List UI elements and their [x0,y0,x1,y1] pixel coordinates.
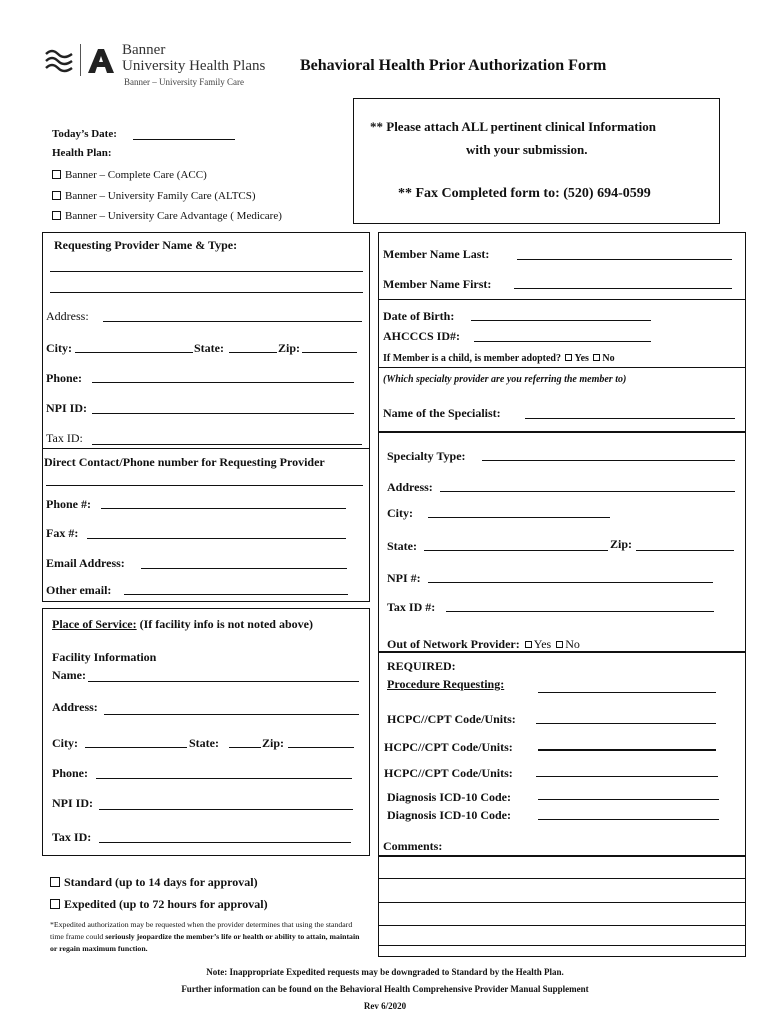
plan-label: Banner – Complete Care (ACC) [65,169,207,181]
procedure-requesting-label: Procedure Requesting: [387,677,505,691]
provider-fax-label: Fax #: [46,526,79,540]
provider-state-label: State: [194,341,224,355]
footer-note: Note: Inappropriate Expedited requests may be downgraded to Standard by the Health Plan. [206,967,564,977]
no-label: No [602,353,615,364]
out-network-row [387,637,580,652]
member-dob-field[interactable] [471,320,651,321]
icd-label-1: Diagnosis ICD-10 Code: [387,790,512,804]
university-a-icon [86,48,116,74]
place-title: Place of Service: [52,617,137,631]
facility-tax-field[interactable] [99,842,351,843]
divider [378,367,746,368]
standard-label: Standard (up to 14 days for approval) [64,875,258,889]
provider-other-email-label: Other email: [46,583,112,597]
footer-info: Further information can be found on the Behavioral Health Comprehensive Provider Manual Supplement [181,984,589,994]
notice-line2: with your submission. [466,142,588,157]
direct-contact-label: Direct Contact/Phone number for Requesting Provider [44,455,325,469]
expedited-note [50,919,368,955]
place-of-service-title [52,617,313,632]
yes-label: Yes [574,353,589,364]
plan-option-medicare[interactable] [52,210,282,222]
provider-fax-field[interactable] [87,538,346,539]
specialty-tax-label: Tax ID #: [387,600,436,614]
checkbox-icon[interactable] [52,211,61,220]
specialty-city-label: City: [387,506,413,520]
specialist-name-field[interactable] [525,418,735,419]
provider-email-label: Email Address: [46,556,125,570]
member-last-field[interactable] [517,259,732,260]
specialist-name-label: Name of the Specialist: [383,406,501,420]
facility-npi-label: NPI ID: [52,796,93,810]
icd-field-1[interactable] [538,799,719,800]
provider-zip-field[interactable] [302,352,357,353]
checkbox-icon[interactable] [50,877,60,887]
provider-state-field[interactable] [229,352,277,353]
provider-title: Requesting Provider Name & Type: [54,238,238,252]
page-title: Behavioral Health Prior Authorization Form [300,57,607,74]
specialty-state-field[interactable] [424,550,608,551]
member-first-label: Member Name First: [383,277,492,291]
member-dob-label: Date of Birth: [383,309,455,323]
specialty-address-field[interactable] [440,491,735,492]
member-last-label: Member Name Last: [383,247,490,261]
facility-info-label: Facility Information [52,650,157,664]
notice-fax: ** Fax Completed form to: (520) 694-0599 [398,186,651,201]
facility-state-field[interactable] [229,747,261,748]
specialty-type-field[interactable] [482,460,735,461]
plan-option-acc[interactable] [52,169,207,181]
comments-box-extra[interactable] [378,945,746,957]
facility-name-field[interactable] [88,681,359,682]
out-network-label: Out of Network Provider: [387,637,520,651]
plan-option-altcs[interactable] [52,190,256,202]
standard-option[interactable] [50,875,258,890]
note-text-bold: seriously jeopardize the member’s life or health or ability to attain, maintain or regain maximum function. [50,932,360,953]
provider-zip-label: Zip: [278,341,301,355]
provider-phone-num-field[interactable] [101,508,346,509]
expedited-option[interactable] [50,897,268,912]
comments-box[interactable] [378,856,746,946]
comments-line [378,925,746,926]
member-first-field[interactable] [514,288,732,289]
notice-line1: ** Please attach ALL pertinent clinical Information [370,119,656,134]
facility-name-label: Name: [52,668,86,682]
comments-line [378,878,746,879]
provider-phone-num-label: Phone #: [46,497,91,511]
member-adopted-row [383,353,615,364]
checkbox-icon[interactable] [50,899,60,909]
member-ahcccs-field[interactable] [474,341,651,342]
facility-npi-field[interactable] [99,809,353,810]
specialty-zip-field[interactable] [636,550,734,551]
provider-name-field-2[interactable] [50,292,363,293]
hcpc-label-1: HCPC//CPT Code/Units: [387,712,516,726]
facility-state-label: State: [189,736,219,750]
provider-npi-field[interactable] [92,413,354,414]
expedited-label: Expedited (up to 72 hours for approval) [64,897,268,911]
specialty-state-label: State: [387,539,417,553]
yes-checkbox-icon[interactable] [565,354,572,361]
facility-city-field[interactable] [85,747,187,748]
logo [44,44,284,92]
notice-box [353,98,720,224]
facility-city-label: City: [52,736,78,750]
place-of-service-box [42,608,370,856]
plan-label: Banner – University Family Care (ALTCS) [65,190,256,202]
provider-city-label: City: [46,341,72,355]
checkbox-icon[interactable] [52,170,61,179]
comments-label: Comments: [383,839,443,853]
no-checkbox-icon[interactable] [556,641,563,648]
todays-date-label: Today’s Date: [52,128,117,140]
facility-tax-label: Tax ID: [52,830,92,844]
provider-phone-field[interactable] [92,382,354,383]
specialty-type-label: Specialty Type: [387,449,466,463]
provider-phone-label: Phone: [46,371,82,385]
specialty-tax-field[interactable] [446,611,714,612]
provider-other-email-field[interactable] [124,594,348,595]
specialty-npi-field[interactable] [428,582,713,583]
provider-address-field[interactable] [103,321,362,322]
logo-plans: University Health Plans [122,58,266,74]
no-label: No [565,637,580,651]
hcpc-label-3: HCPC//CPT Code/Units: [384,766,513,780]
provider-address-label: Address: [46,309,89,323]
facility-zip-field[interactable] [288,747,354,748]
procedure-requesting-field[interactable] [538,692,716,693]
icd-label-2: Diagnosis ICD-10 Code: [387,808,512,822]
provider-name-field-1[interactable] [50,271,363,272]
hcpc-field-2[interactable] [538,749,716,751]
hcpc-label-2: HCPC//CPT Code/Units: [384,740,513,754]
specialty-npi-label: NPI #: [387,571,421,585]
specialty-zip-label: Zip: [610,537,633,551]
note-text: *Expedited authorization may be requested when the provider determines that using the standard time frame could [50,920,353,941]
required-label: REQUIRED: [387,659,456,673]
specialty-city-field[interactable] [428,517,610,518]
facility-phone-field[interactable] [96,778,352,779]
provider-box [42,232,370,602]
divider [378,299,746,300]
facility-address-label: Address: [52,700,98,714]
todays-date-field[interactable] [133,139,235,140]
plan-label: Banner – University Care Advantage ( Medicare) [65,210,282,222]
specialty-box [378,432,746,652]
facility-address-field[interactable] [104,714,359,715]
facility-zip-label: Zip: [262,736,285,750]
comments-line [378,902,746,903]
no-checkbox-icon[interactable] [593,354,600,361]
wave-icon [44,46,74,76]
provider-email-field[interactable] [141,568,347,569]
checkbox-icon[interactable] [52,191,61,200]
provider-npi-label: NPI ID: [46,401,87,415]
hcpc-field-3[interactable] [536,776,718,777]
logo-divider [80,44,81,76]
icd-field-2[interactable] [538,819,719,820]
divider [42,448,370,449]
logo-family: Banner – University Family Care [124,77,244,87]
provider-city-field[interactable] [75,352,193,353]
direct-contact-field[interactable] [46,485,363,486]
yes-checkbox-icon[interactable] [525,641,532,648]
health-plan-label: Health Plan: [52,147,112,159]
adopted-question: If Member is a child, is member adopted? [383,353,561,364]
footer-rev: Rev 6/2020 [363,1001,407,1011]
provider-tax-label: Tax ID: [46,431,83,445]
specialty-address-label: Address: [387,480,433,494]
logo-banner: Banner [122,42,166,58]
member-ahcccs-label: AHCCCS ID#: [383,329,461,343]
yes-label: Yes [533,637,552,651]
facility-phone-label: Phone: [52,766,88,780]
specialty-question: (Which specialty provider are you referring the member to) [383,374,627,385]
hcpc-field-1[interactable] [536,723,716,724]
place-title-note: (If facility info is not noted above) [136,617,313,631]
provider-tax-field[interactable] [92,444,362,445]
